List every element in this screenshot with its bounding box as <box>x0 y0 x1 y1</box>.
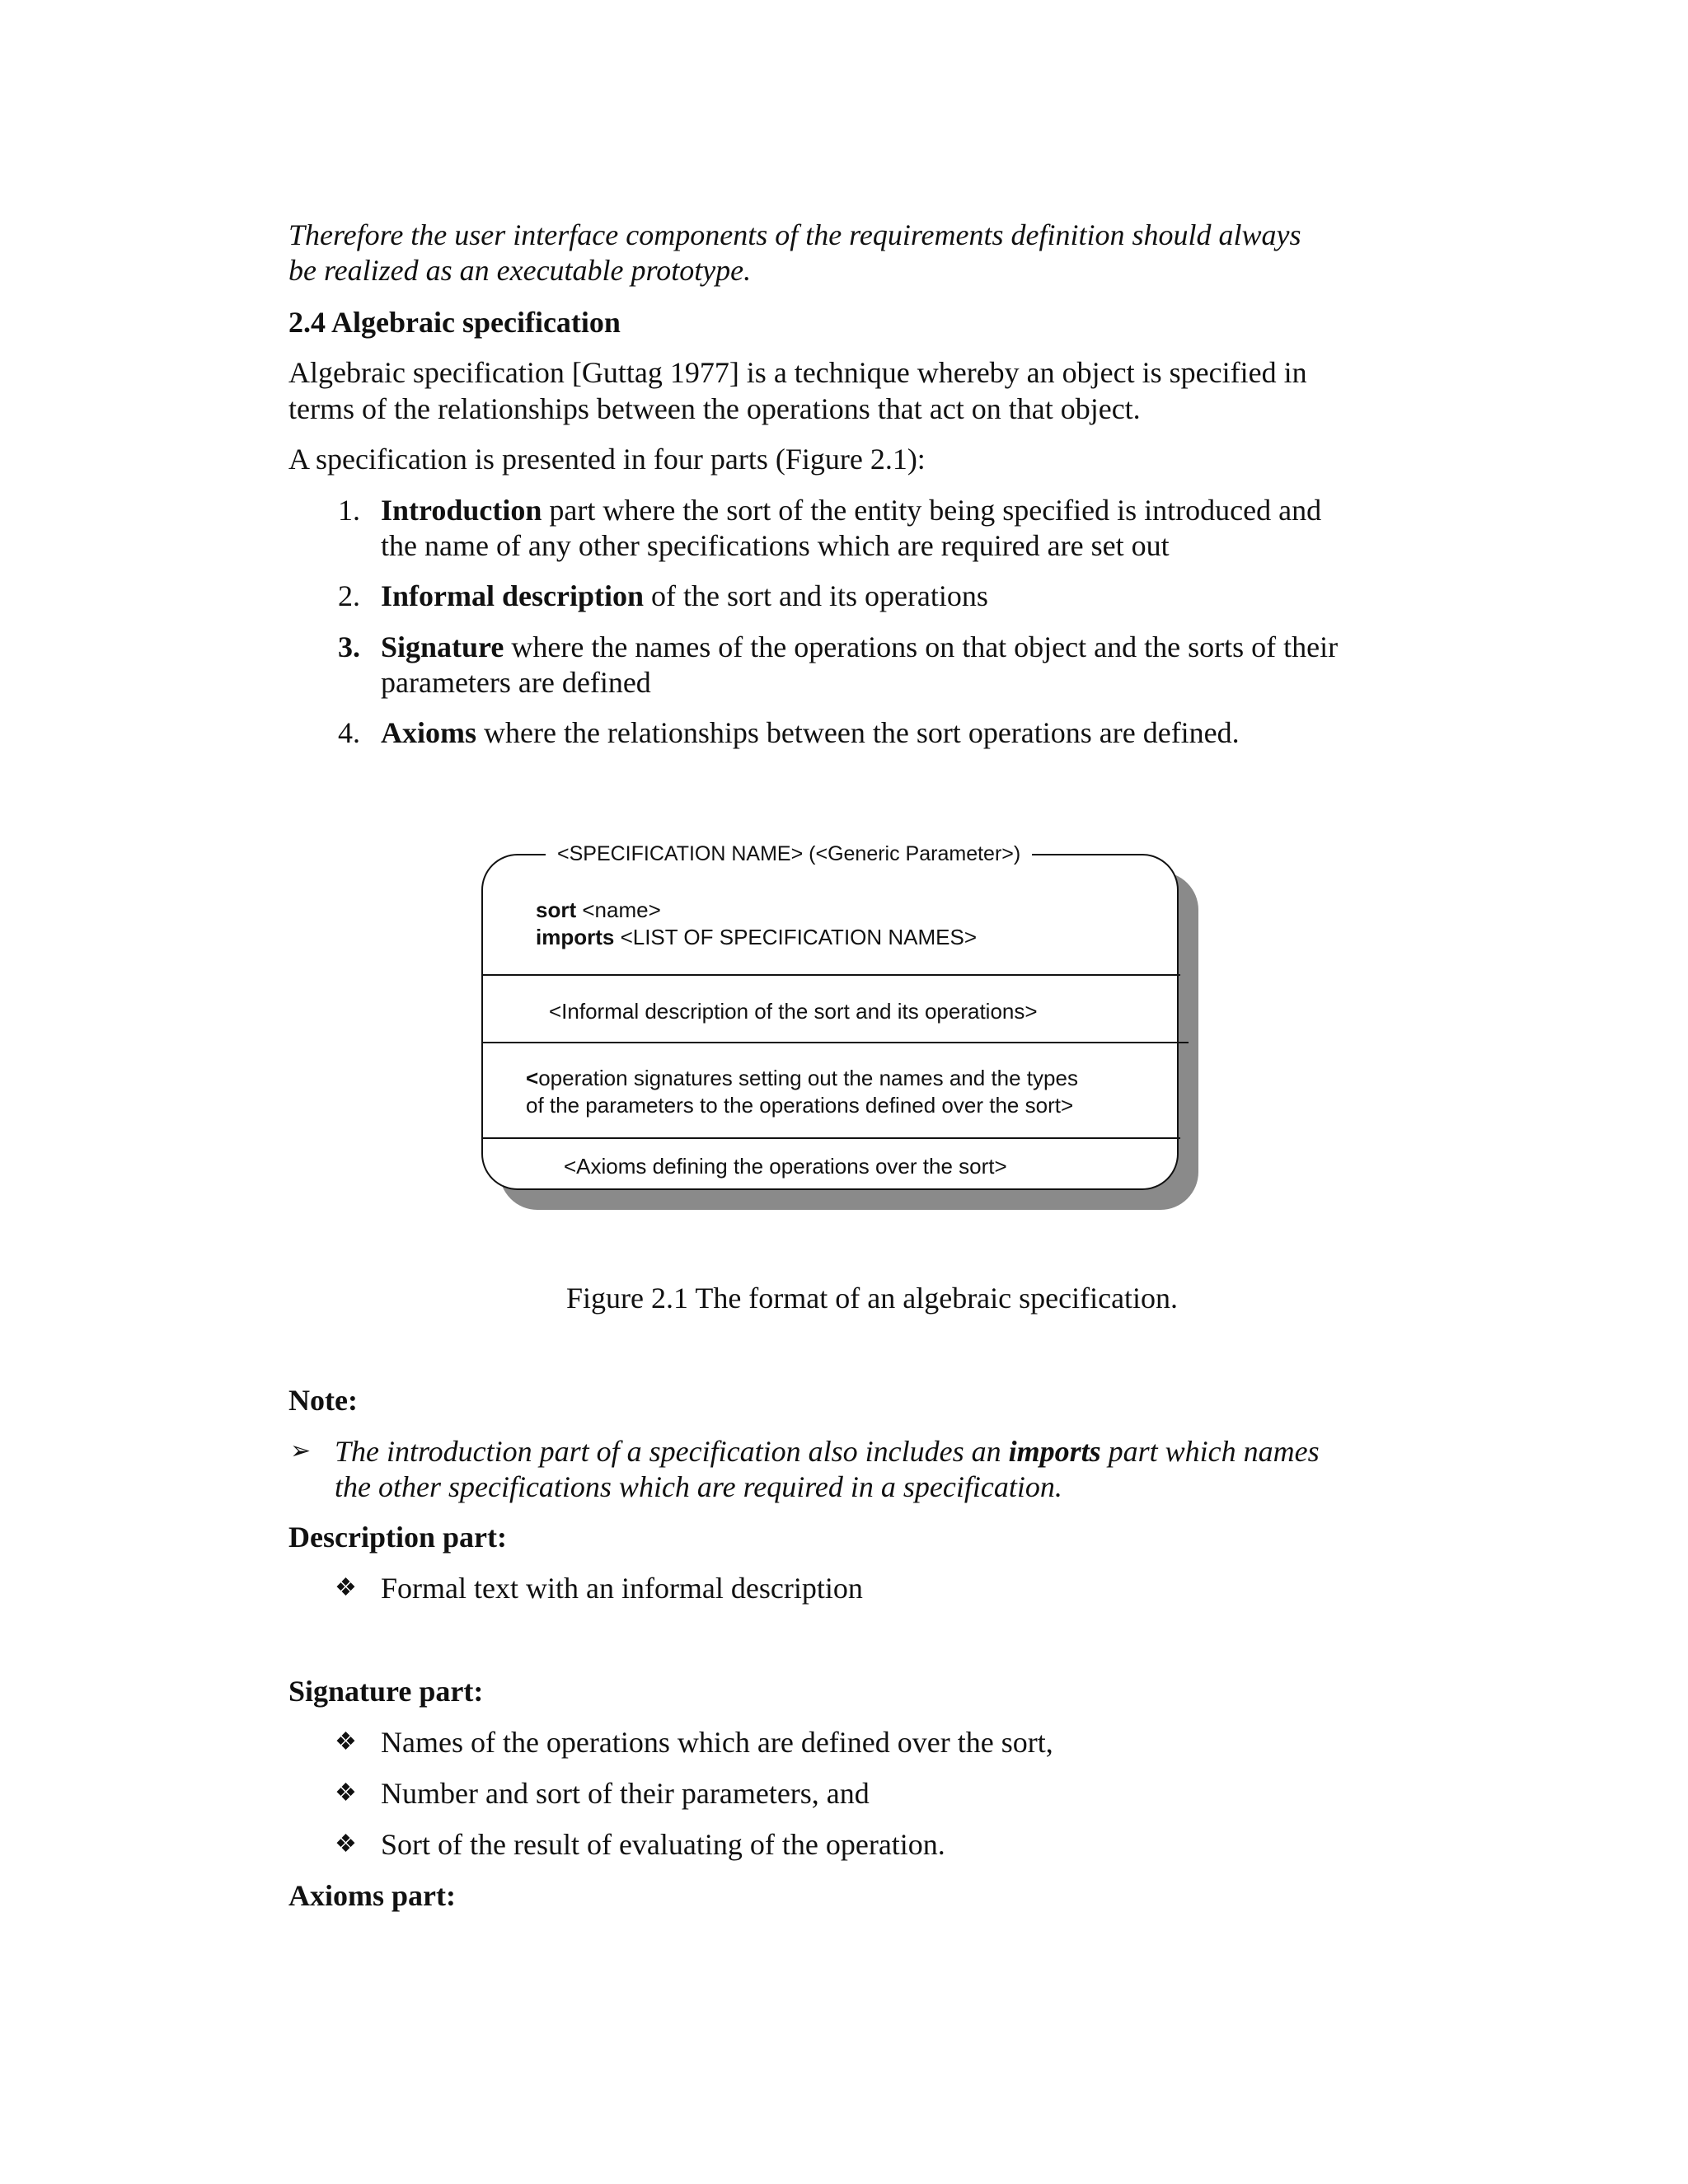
note-heading: Note: <box>288 1384 358 1417</box>
list-item-line <box>381 715 1240 751</box>
list-text: part where the sort of the entity being specified is introduced and <box>542 494 1322 527</box>
list-item-continuation: parameters are defined <box>381 666 651 699</box>
signature-part-heading: Signature part: <box>288 1675 484 1708</box>
list-text: of the sort and its operations <box>644 579 988 612</box>
note-imports-keyword: imports <box>1008 1435 1101 1468</box>
signature-text: operation signatures setting out the names and the types <box>538 1066 1078 1090</box>
note-text: The introduction part of a specification also includes an <box>335 1435 1009 1468</box>
figure-divider <box>483 1137 1180 1139</box>
note-line-2: the other specifications which are required in a specification. <box>335 1470 1062 1503</box>
figure-sort-line <box>536 897 661 924</box>
list-term: Introduction <box>381 494 542 527</box>
figure-axioms: <Axioms defining the operations over the sort> <box>564 1154 1007 1179</box>
list-item-line <box>381 578 988 614</box>
figure-caption: Figure 2.1 The format of an algebraic specification. <box>566 1282 1179 1315</box>
intro-line-2: be realized as an executable prototype. <box>288 254 752 287</box>
list-number: 4. <box>338 716 360 749</box>
para2: A specification is presented in four parts (Figure 2.1): <box>288 443 926 476</box>
signature-item: Number and sort of their parameters, and <box>381 1777 870 1810</box>
sort-value: <name> <box>576 898 661 922</box>
list-number: 2. <box>338 579 360 612</box>
figure-divider <box>483 974 1180 976</box>
list-number: 3. <box>338 630 360 663</box>
list-text: where the names of the operations on that object and the sorts of their <box>504 630 1339 663</box>
list-term: Informal description <box>381 579 644 612</box>
list-item-line <box>381 492 1321 528</box>
note-line-1 <box>335 1433 1320 1469</box>
figure-signature-line-2: of the parameters to the operations defined over the sort> <box>526 1093 1074 1118</box>
section-heading: 2.4 Algebraic specification <box>288 306 621 339</box>
signature-item: Names of the operations which are defined over the sort, <box>381 1726 1053 1759</box>
para1-line-1: Algebraic specification [Guttag 1977] is a technique whereby an object is specified in <box>288 356 1307 389</box>
intro-line-1: Therefore the user interface components of the requirements definition should always <box>288 218 1301 251</box>
description-item: Formal text with an informal description <box>381 1572 863 1605</box>
diamond-bullet-icon: ❖ <box>335 1779 357 1807</box>
arrow-bullet-icon: ➢ <box>290 1437 312 1465</box>
signature-item: Sort of the result of evaluating of the operation. <box>381 1828 945 1861</box>
figure-box <box>481 842 1179 1190</box>
list-item-line <box>381 629 1338 665</box>
figure-signature-line-1 <box>526 1065 1078 1092</box>
sort-keyword: sort <box>536 898 577 922</box>
signature-bracket: < <box>526 1066 539 1090</box>
note-text: part which names <box>1100 1435 1320 1468</box>
list-text: where the relationships between the sort operations are defined. <box>476 716 1240 749</box>
para1-line-2: terms of the relationships between the operations that act on that object. <box>288 392 1141 425</box>
diamond-bullet-icon: ❖ <box>335 1574 357 1601</box>
figure-imports-line <box>536 924 977 951</box>
figure-divider <box>483 1042 1189 1043</box>
description-part-heading: Description part: <box>288 1521 507 1554</box>
spec-format-figure <box>481 842 1182 1193</box>
list-item-continuation: the name of any other specifications which are required are set out <box>381 529 1170 562</box>
imports-value: <LIST OF SPECIFICATION NAMES> <box>614 925 978 949</box>
axioms-part-heading: Axioms part: <box>288 1879 456 1912</box>
list-term: Signature <box>381 630 504 663</box>
figure-spec-name: <SPECIFICATION NAME> (<Generic Parameter>) <box>546 839 1032 869</box>
imports-keyword: imports <box>536 925 615 949</box>
figure-informal-description: <Informal description of the sort and its operations> <box>549 999 1038 1024</box>
diamond-bullet-icon: ❖ <box>335 1728 357 1755</box>
list-term: Axioms <box>381 716 476 749</box>
diamond-bullet-icon: ❖ <box>335 1830 357 1858</box>
list-number: 1. <box>338 494 360 527</box>
